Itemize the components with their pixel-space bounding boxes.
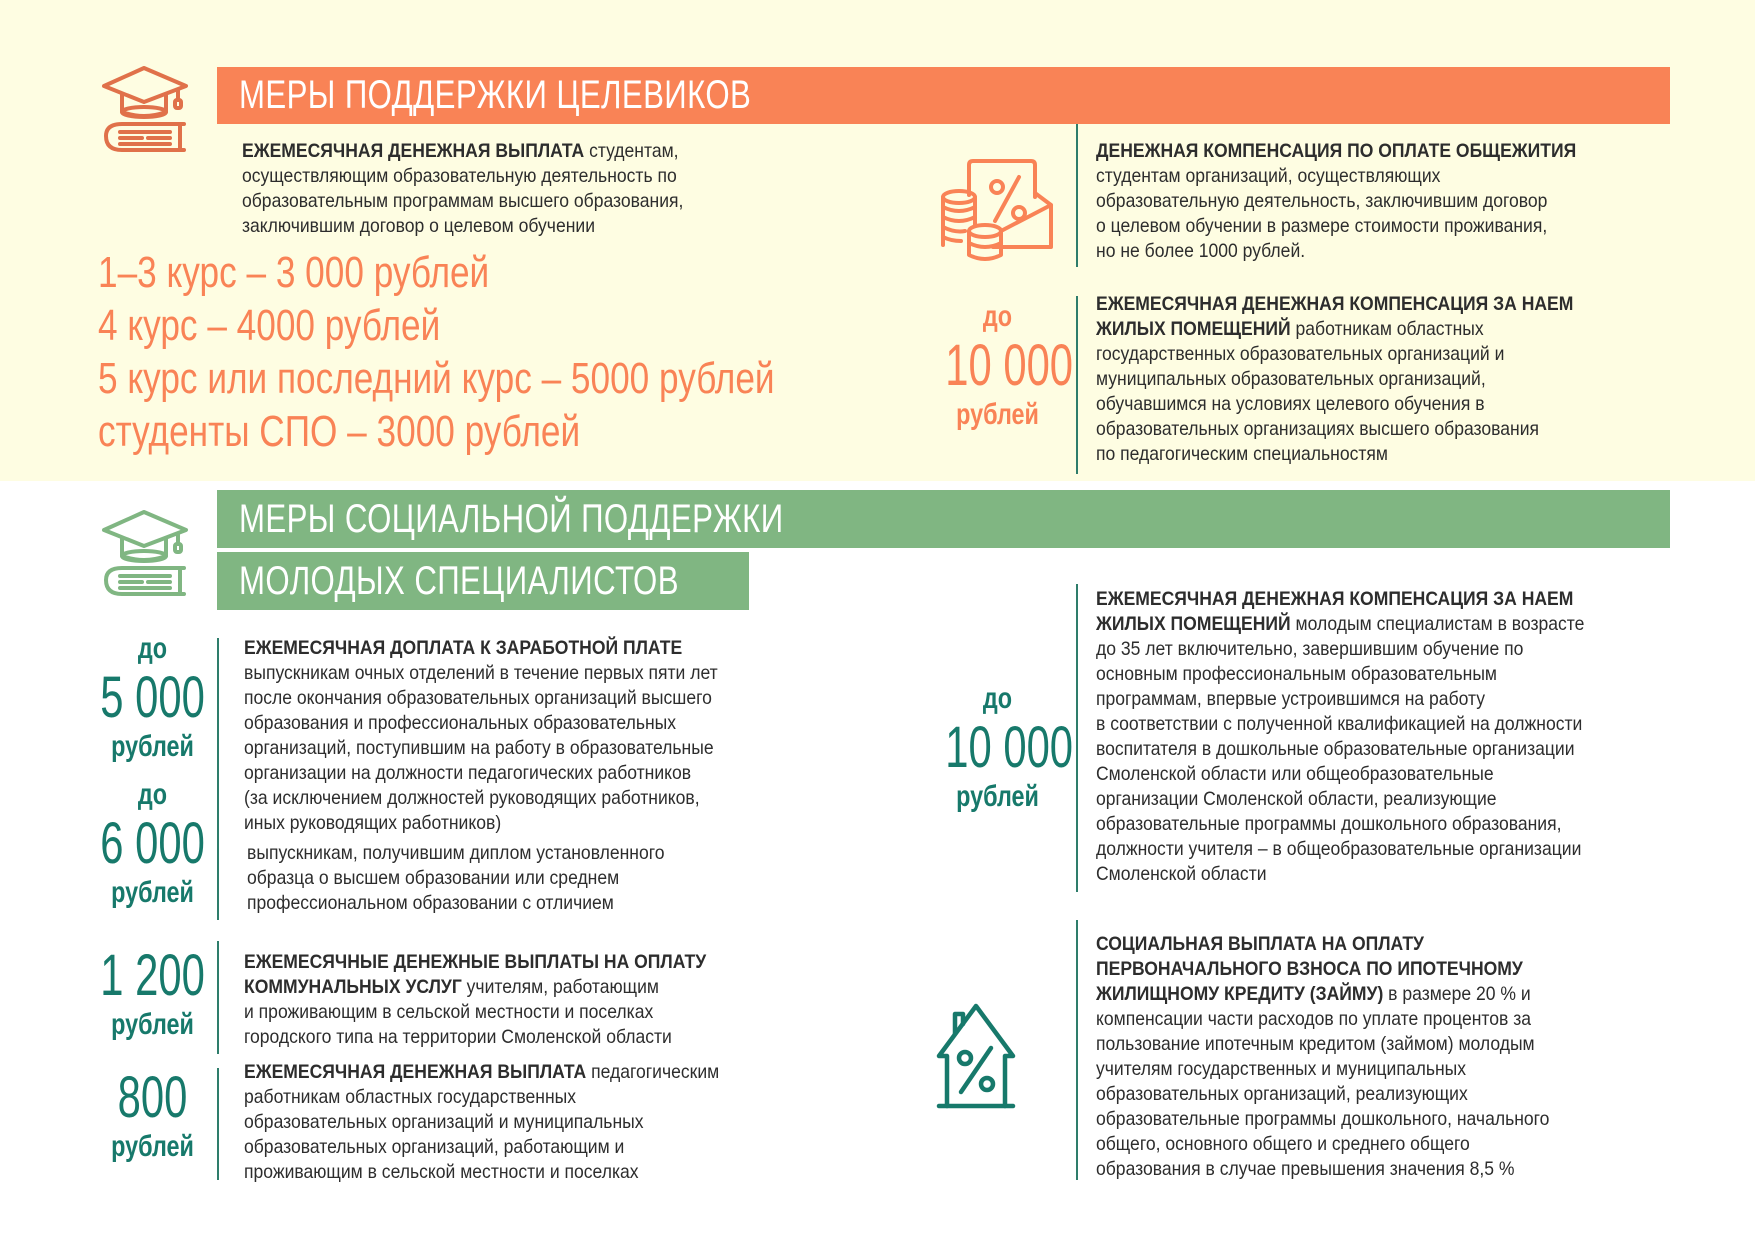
- graduation-cap-book-icon: [100, 508, 192, 598]
- rent-compensation-targeted-description: ЕЖЕМЕСЯЧНАЯ ДЕНЕЖНАЯ КОМПЕНСАЦИЯ ЗА НАЕМ ЖИЛЫХ ПОМЕЩЕНИЙ работникам областных государственных образовательных организаций и муниципальных образовательных организаций, обучавшимся на условиях целевого обучения в образовательных организациях высшего образования по педагогическим специальностям: [1096, 293, 1574, 465]
- divider-line: [217, 941, 219, 1054]
- salary-bonus-description: ЕЖЕМЕСЯЧНАЯ ДОПЛАТА К ЗАРАБОТНОЙ ПЛАТЕ выпускникам очных отделений в течение первых пяти лет после окончания образовательных организаций высшего образования и профессиональных образовательных организаций, поступившим на работу в образовательные организации на должности педагогических работников (за исключением должностей руководящих работников, иных руководящих работников): [244, 637, 718, 834]
- divider-line: [1076, 920, 1078, 1180]
- salary-bonus-amount-2: до 6 000 рублей: [100, 778, 205, 909]
- rate-course-4: 4 курс – 4000 рублей: [98, 301, 441, 350]
- divider-line: [217, 638, 219, 920]
- rate-course-5: 5 курс или последний курс – 5000 рублей: [98, 354, 775, 403]
- monthly-payment-description: ЕЖЕМЕСЯЧНАЯ ДЕНЕЖНАЯ ВЫПЛАТА студентам, осуществляющим образовательную деятельность по образовательным программам высшего образования, заключившим договор о целевом обучении: [242, 140, 684, 237]
- section-title-young-specialists-line1: МЕРЫ СОЦИАЛЬНОЙ ПОДДЕРЖКИ: [217, 490, 1670, 548]
- mortgage-payment-description: СОЦИАЛЬНАЯ ВЫПЛАТА НА ОПЛАТУ ПЕРВОНАЧАЛЬНОГО ВЗНОСА ПО ИПОТЕЧНОМУ ЖИЛИЩНОМУ КРЕДИТУ (ЗАЙМУ) в размере 20 % и компенсации части расходов по уплате процентов за пользование ипотечным кредитом (займом) молодым учителям государственных и муниципальных образовательных организаций, реализующих образовательные программы дошкольного, начального общего, основного общего и среднего общего образования в случае превышения значения 8,5 %: [1096, 933, 1550, 1180]
- rate-course-1-3: 1–3 курс – 3 000 рублей: [98, 248, 490, 297]
- utilities-description: ЕЖЕМЕСЯЧНЫЕ ДЕНЕЖНЫЕ ВЫПЛАТЫ НА ОПЛАТУ КОММУНАЛЬНЫХ УСЛУГ учителям, работающим и проживающим в сельской местности и поселках городского типа на территории Смоленской области: [244, 951, 707, 1048]
- house-percent-icon: [935, 1000, 1017, 1112]
- rent-compensation-young-specialists-description: ЕЖЕМЕСЯЧНАЯ ДЕНЕЖНАЯ КОМПЕНСАЦИЯ ЗА НАЕМ ЖИЛЫХ ПОМЕЩЕНИЙ молодым специалистам в возрасте до 35 лет включительно, завершившим обучение по основным профессиональным образовательным программам, впервые устроившимся на работу в соответствии с полученной квалификацией на должности воспитателя в дошкольные образовательные организации Смоленской области или общеобразовательные организации Смоленской области, реализующие образовательные программы дошкольного образования, должности учителя – в общеобразовательные организации Смоленской области: [1096, 588, 1585, 885]
- rate-spo: студенты СПО – 3000 рублей: [98, 407, 581, 456]
- rural-payment-amount: 800 рублей: [111, 1065, 194, 1163]
- coins-percent-envelope-icon: [935, 155, 1055, 265]
- dorm-compensation-description: ДЕНЕЖНАЯ КОМПЕНСАЦИЯ ПО ОПЛАТЕ ОБЩЕЖИТИЯ студентам организаций, осуществляющих образовательную деятельность, заключившим договор о целевом обучении в размере стоимости проживания, но не более 1000 рублей.: [1096, 140, 1577, 262]
- salary-bonus-amount-1: до 5 000 рублей: [100, 632, 205, 763]
- rent-amount-targeted: до 10 000 рублей: [945, 300, 1074, 431]
- salary-bonus-honors-description: выпускникам, получившим диплом установленного образца о высшем образовании или среднем профессиональном образовании с отличием: [247, 842, 665, 914]
- section-title-targeted-students: МЕРЫ ПОДДЕРЖКИ ЦЕЛЕВИКОВ: [217, 67, 1670, 124]
- utilities-amount: 1 200 рублей: [100, 943, 205, 1041]
- rural-payment-description: ЕЖЕМЕСЯЧНАЯ ДЕНЕЖНАЯ ВЫПЛАТА педагогическим работникам областных государственных образовательных организаций и муниципальных образовательных организаций, работающим и проживающим в сельской местности и поселках: [244, 1061, 720, 1183]
- divider-line: [1076, 296, 1078, 474]
- graduation-cap-book-icon: [100, 64, 192, 154]
- rent-amount-young-specialists: до 10 000 рублей: [945, 682, 1074, 813]
- divider-line: [217, 1068, 219, 1180]
- section-title-young-specialists-line2: МОЛОДЫХ СПЕЦИАЛИСТОВ: [217, 552, 749, 610]
- divider-line: [1076, 124, 1078, 267]
- divider-line: [1076, 584, 1078, 892]
